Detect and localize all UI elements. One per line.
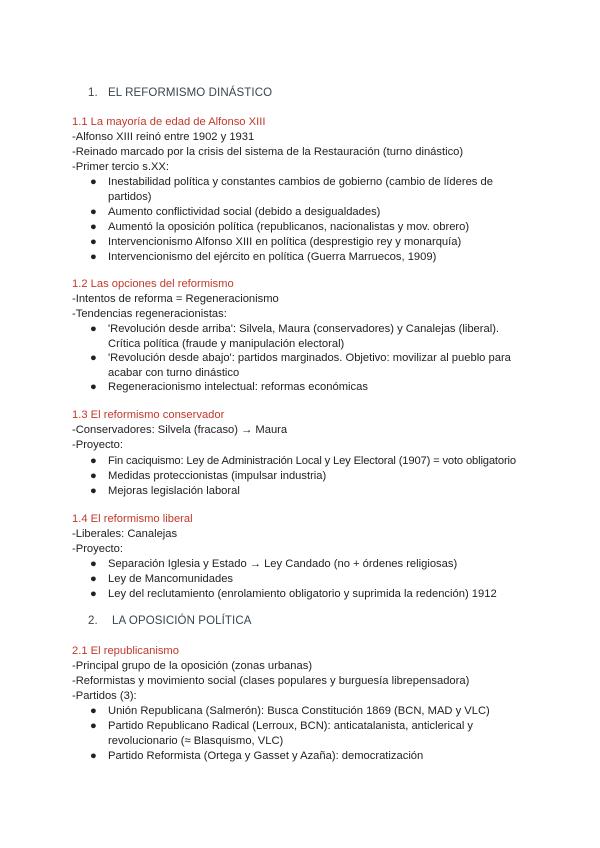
subsection-title: 1.2 Las opciones del reformismo xyxy=(72,278,234,290)
bullet-icon: ● xyxy=(90,176,97,188)
bullet-icon: ● xyxy=(90,352,97,364)
section-number: 1. xyxy=(88,87,98,99)
bullet-icon: ● xyxy=(90,485,97,497)
text-line: -Conservadores: Silvela (fracaso) → Maura xyxy=(72,424,288,436)
bullet-icon: ● xyxy=(90,323,97,335)
section-title: LA OPOSICIÓN POLÍTICA xyxy=(112,615,252,627)
text-line: -Partidos (3): xyxy=(72,690,137,702)
section-heading-1 xyxy=(88,87,272,99)
bullet-icon: ● xyxy=(90,720,97,732)
text-line: -Proyecto: xyxy=(72,439,123,451)
subsection-title: 2.1 El republicanismo xyxy=(72,645,179,657)
bullet-icon: ● xyxy=(90,750,97,762)
bullet-text: Intervencionismo Alfonso XIII en política (desprestigio rey y monarquía) xyxy=(108,236,462,248)
text-line: -Reinado marcado por la crisis del sistema de la Restauración (turno dinástico) xyxy=(72,146,464,158)
section-title: EL REFORMISMO DINÁSTICO xyxy=(108,87,273,99)
bullet-text: Mejoras legislación laboral xyxy=(108,485,240,497)
bullet-icon: ● xyxy=(90,251,97,263)
section-heading-2 xyxy=(88,615,252,627)
text-line: -Intentos de reforma = Regeneracionismo xyxy=(72,293,279,305)
text-line: -Alfonso XIII reinó entre 1902 y 1931 xyxy=(72,131,255,143)
bullet-icon: ● xyxy=(90,236,97,248)
bullet-text: Partido Reformista (Ortega y Gasset y Azaña): democratización xyxy=(108,750,424,762)
subsection-title: 1.4 El reformismo liberal xyxy=(72,513,193,525)
text-line: -Liberales: Canalejas xyxy=(72,528,178,540)
bullet-icon: ● xyxy=(90,381,97,393)
bullet-icon: ● xyxy=(90,573,97,585)
bullet-text: Aumentó la oposición política (republicanos, nacionalistas y mov. obrero) xyxy=(108,221,470,233)
bullet-text: 'Revolución desde arriba': Silvela, Maura (conservadores) y Canalejas (liberal). Crítica política (fraude y manipulación electoral) xyxy=(108,323,500,351)
text-line: -Proyecto: xyxy=(72,543,123,555)
text-line: -Reformistas y movimiento social (clases populares y burguesía librepensadora) xyxy=(72,675,470,687)
bullet-icon: ● xyxy=(90,588,97,600)
bullet-text: Regeneracionismo intelectual: reformas económicas xyxy=(108,381,368,393)
bullet-text: Fin caciquismo: Ley de Administración Local y Ley Electoral (1907) = voto obligatorio xyxy=(108,455,516,467)
bullet-text: 'Revolución desde abajo': partidos marginados. Objetivo: movilizar al pueblo para acabar con turno dinástico xyxy=(108,352,511,380)
bullet-text: Ley de Mancomunidades xyxy=(108,573,234,585)
bullet-icon: ● xyxy=(90,470,97,482)
bullet-text: Medidas proteccionistas (impulsar industria) xyxy=(108,470,327,482)
bullet-text: Partido Republicano Radical (Lerroux, BCN): anticatalanista, anticlerical y revolucionario (≈ Blasquismo, VLC) xyxy=(108,720,474,748)
bullet-icon: ● xyxy=(90,705,97,717)
text-line: -Primer tercio s.XX: xyxy=(72,161,169,173)
bullet-text: Aumento conflictividad social (debido a desigualdades) xyxy=(108,206,381,218)
subsection-title: 1.1 La mayoría de edad de Alfonso XIII xyxy=(72,116,266,128)
text-line: -Tendencias regeneracionistas: xyxy=(72,308,227,320)
bullet-icon: ● xyxy=(90,558,97,570)
bullet-text: Inestabilidad política y constantes cambios de gobierno (cambio de líderes de partidos) xyxy=(108,176,493,204)
bullet-text: Ley del reclutamiento (enrolamiento obligatorio y suprimida la redención) 1912 xyxy=(108,588,497,600)
text-line: -Principal grupo de la oposición (zonas urbanas) xyxy=(72,660,313,672)
subsection-title: 1.3 El reformismo conservador xyxy=(72,409,225,421)
bullet-text: Unión Republicana (Salmerón): Busca Constitución 1869 (BCN, MAD y VLC) xyxy=(108,705,490,717)
bullet-text: Separación Iglesia y Estado → Ley Candado (no + órdenes religiosas) xyxy=(108,558,458,570)
section-number: 2. xyxy=(88,615,98,627)
bullet-icon: ● xyxy=(90,221,97,233)
bullet-text: Intervencionismo del ejército en política (Guerra Marruecos, 1909) xyxy=(108,251,437,263)
bullet-icon: ● xyxy=(90,455,97,467)
bullet-icon: ● xyxy=(90,206,97,218)
